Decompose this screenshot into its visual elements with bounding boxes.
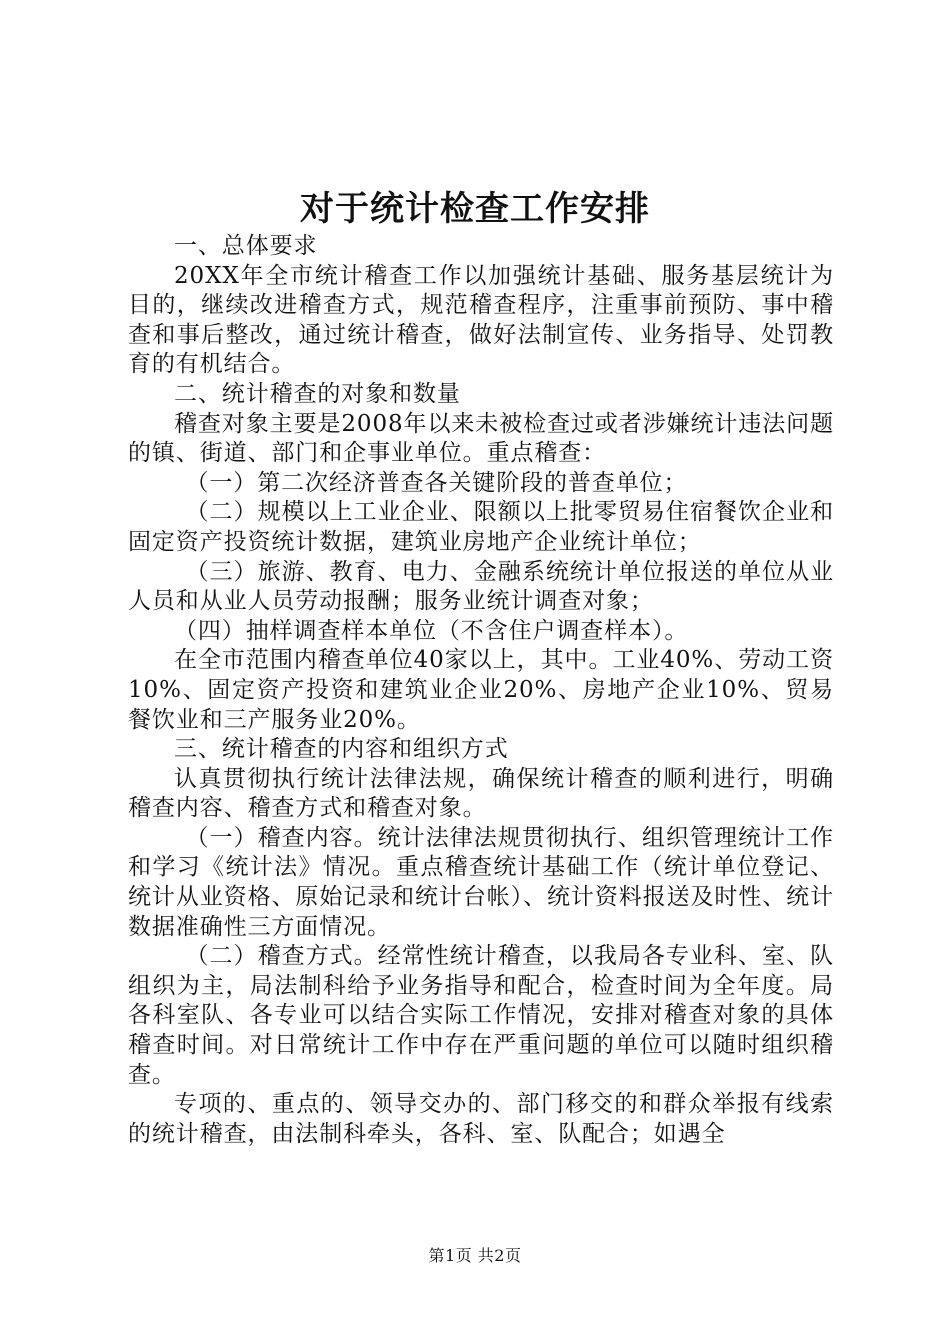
section-heading-2: 二、统计稽查的对象和数量 (174, 380, 461, 407)
paragraph-implementation: 认真贯彻执行统计法律法规，确保统计稽查的顺利进行，明确稽查内容、稽查方式和稽查对象。 (128, 765, 834, 822)
section-heading-3: 三、统计稽查的内容和组织方式 (174, 736, 509, 763)
paragraph-audit-targets: 稽查对象主要是2008年以来未被检查过或者涉嫌统计违法问题的镇、街道、部门和企事业单位。重点稽查： (128, 410, 834, 467)
paragraph-audit-quantity: 在全市范围内稽查单位40家以上，其中。工业40%、劳动工资10%、固定资产投资和建筑业企业20%、房地产企业10%、贸易餐饮业和三产服务业20%。 (128, 647, 834, 733)
list-item-1: （一）第二次经济普查各关键阶段的普查单位； (185, 469, 688, 496)
list-item-4: （四）抽样调查样本单位（不含住户调查样本）。 (174, 617, 689, 644)
document-body (128, 232, 834, 1149)
page-number-footer: 第1页 共2页 (428, 1246, 522, 1265)
section-heading-1: 一、总体要求 (174, 233, 318, 259)
paragraph-special-audits: 专项的、重点的、领导交办的、部门移交的和群众举报有线索的统计稽查，由法制科牵头，各科、室、队配合；如遇全 (128, 1091, 834, 1147)
paragraph-overall-requirements: 20XX年全市统计稽查工作以加强统计基础、服务基层统计为目的，继续改进稽查方式，规范稽查程序，注重事前预防、事中稽查和事后整改，通过统计稽查，做好法制宣传、业务指导、处罚教育的有机结合。 (128, 262, 834, 378)
paragraph-audit-method: （二）稽查方式。经常性统计稽查，以我局各专业科、室、队组织为主，局法制科给予业务指导和配合，检查时间为全年度。局各科室队、各专业可以结合实际工作情况，安排对稽查对象的具体稽查时间。对日常统计工作中存在严重问题的单位可以随时组织稽查。 (128, 943, 834, 1088)
list-item-3: （三）旅游、教育、电力、金融系统统计单位报送的单位从业人员和从业人员劳动报酬；服务业统计调查对象； (128, 558, 834, 615)
list-item-2: （二）规模以上工业企业、限额以上批零贸易住宿餐饮企业和固定资产投资统计数据，建筑业房地产企业统计单位； (128, 499, 834, 555)
paragraph-audit-content: （一）稽查内容。统计法律法规贯彻执行、组织管理统计工作和学习《统计法》情况。重点稽查统计基础工作（统计单位登记、统计从业资格、原始记录和统计台帐）、统计资料报送及时性、统计数据准确性三方面情况。 (128, 824, 834, 940)
document-title: 对于统计检查工作安排 (300, 189, 650, 229)
